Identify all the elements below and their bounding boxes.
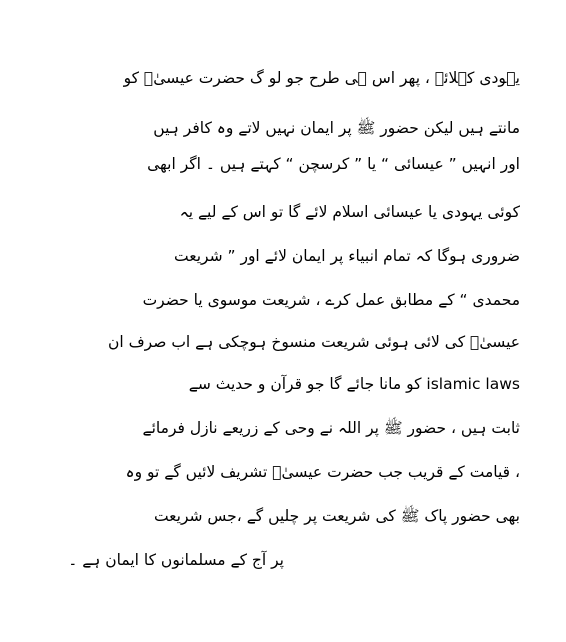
text-line: کوئی یہودی یا عیسائی اسلام لائے گا تو اس کے لیے یہ — [179, 203, 520, 221]
text-line: islamic laws کو مانا جائے گا جو قرآن و حدیث سے — [188, 375, 520, 393]
text-line: بھی حضور پاک ﷺ کی شریعت پر چلیں گے ،جس شریعت — [153, 507, 520, 525]
text-line: اور انہیں ” عیسائی “ یا ” کرسچن “ کہتے ہیں ۔ اگر ابھی — [147, 155, 520, 173]
text-line: ثابت ہیں ، حضور ﷺ پر اللہ نے وحی کے زریعے نازل فرمائے — [142, 419, 520, 437]
text-line: مانتے ہیں لیکن حضور ﷺ پر ایمان نہیں لاتے وہ کافر ہیں — [153, 119, 520, 137]
text-line: پر آج کے مسلمانوں کا ایمان ہے ۔ — [68, 551, 284, 569]
text-line: ضروری ہوگا کہ تمام انبیاء پر ایمان لائے اور ” شریعت — [174, 247, 520, 265]
text-line: یہودی کہلائے ، پھر اس ہی طرح جو لو گ حضرت عیسیٰؑ کو — [123, 69, 520, 87]
text-line: محمدی “ کے مطابق عمل کرے ، شریعت موسوی یا حضرت — [142, 291, 520, 309]
text-line: عیسیٰؑ کی لائی ہوئی شریعت منسوخ ہوچکی ہے اب صرف ان — [108, 333, 520, 351]
text-line: ، قیامت کے قریب جب حضرت عیسیٰؑ تشریف لائیں گے تو وہ — [125, 463, 520, 481]
